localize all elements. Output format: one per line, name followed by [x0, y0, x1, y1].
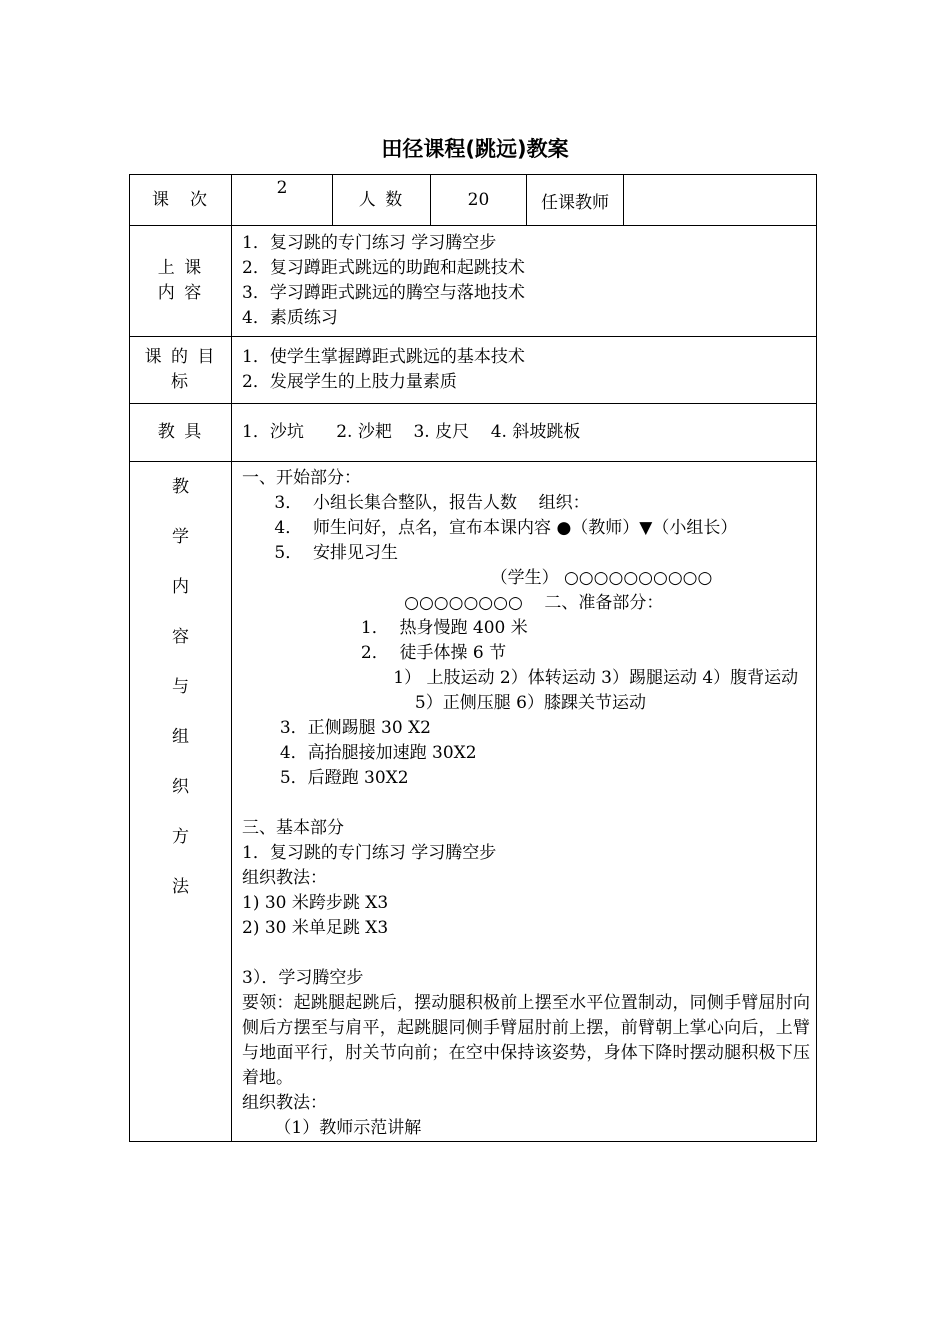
- method-line: 4． 师生问好，点名，宣布本课内容 ●（教师）▼（小组长）: [242, 518, 738, 538]
- method-line: 1） 上肢运动 2）体转运动 3）踢腿运动 4）腹背运动: [242, 668, 799, 688]
- count-value: 20: [431, 175, 527, 226]
- method-line: 4．高抬腿接加速跑 30X2: [242, 743, 477, 763]
- method-line: 3． 小组长集合整队，报告人数 组织：: [242, 493, 590, 513]
- method-label-char: 内: [172, 577, 189, 597]
- method-line: 2) 30 米单足跳 X3: [242, 918, 389, 938]
- method-label-char: 学: [172, 527, 189, 547]
- method-line: [242, 791, 810, 816]
- goal-label-line1: 课 的 目: [144, 347, 217, 367]
- count-label: 人 数: [333, 175, 431, 226]
- equipment-text: [232, 404, 817, 462]
- technique-paragraph: 要领：起跳腿起跳后，摆动腿积极前上摆至水平位置制动，同侧手臂屈肘向侧后方摆至与肩平，起跳腿同侧手臂屈肘前上摆，前臂朝上掌心向后，上臂与地面平行，肘关节向前；在空中保持该姿势，身体下降时摆动腿积极下压着地。: [242, 993, 810, 1088]
- method-line: 3．正侧踢腿 30 X2: [242, 718, 432, 738]
- document-title: 田径课程(跳远)教案: [381, 137, 569, 161]
- content-label: [130, 226, 232, 337]
- method-label-char: 法: [172, 877, 189, 897]
- method-label-char: 与: [172, 677, 189, 697]
- method-content: [232, 462, 817, 1142]
- content-item: 2．复习蹲距式跳远的助跑和起跳技术: [242, 258, 525, 278]
- method-line: ○○○○○○○○ 二、准备部分：: [242, 593, 664, 613]
- equipment-label: 教 具: [130, 404, 232, 462]
- method-line: 5）正侧压腿 6）膝踝关节运动: [242, 693, 646, 713]
- method-line: 5． 安排见习生: [242, 543, 399, 563]
- content-row: [130, 226, 817, 337]
- method-label-char: 容: [172, 627, 189, 647]
- equipment-list: 1．沙坑 2. 沙耙 3. 皮尺 4. 斜坡跳板: [242, 422, 581, 442]
- method-line: [242, 941, 810, 966]
- content-items: [232, 226, 817, 337]
- method-line: 5．后蹬跑 30X2: [242, 768, 409, 788]
- method-label-char: 织: [172, 777, 189, 797]
- header-row: [130, 175, 817, 226]
- goal-item: 1．使学生掌握蹲距式跳远的基本技术: [242, 347, 525, 367]
- teacher-label: 任课教师: [527, 175, 624, 226]
- method-label: [130, 462, 232, 1142]
- goal-row: [130, 337, 817, 404]
- teacher-value: [624, 175, 817, 226]
- content-item: 1．复习跳的专门练习 学习腾空步: [242, 233, 497, 253]
- method-label-char: 方: [172, 827, 189, 847]
- goal-label: [130, 337, 232, 404]
- goal-label-line2: 标: [171, 372, 190, 392]
- session-label: 课 次: [130, 175, 232, 226]
- method-row: [130, 462, 817, 1142]
- method-line: （1）教师示范讲解: [242, 1118, 422, 1138]
- method-line: 一、开始部分：: [242, 468, 361, 488]
- method-line: 2． 徒手体操 6 节: [242, 643, 507, 663]
- content-item: 3．学习蹲距式跳远的腾空与落地技术: [242, 283, 525, 303]
- content-item: 4．素质练习: [242, 308, 338, 328]
- method-line: 组织教法：: [242, 1093, 327, 1113]
- method-line: 1) 30 米跨步跳 X3: [242, 893, 389, 913]
- method-line: 1． 热身慢跑 400 米: [242, 618, 528, 638]
- method-label-char: 组: [172, 727, 189, 747]
- method-label-char: 教: [172, 477, 189, 497]
- method-line: 三、基本部分: [242, 818, 344, 838]
- method-line: 3）．学习腾空步: [242, 968, 364, 988]
- goal-items: [232, 337, 817, 404]
- content-label-line2: 内 容: [157, 283, 204, 303]
- method-line: 1．复习跳的专门练习 学习腾空步: [242, 843, 497, 863]
- method-line: 组织教法：: [242, 868, 327, 888]
- session-value: 2: [232, 175, 333, 226]
- method-line: （学生） ○○○○○○○○○○: [242, 568, 713, 588]
- lesson-plan-table: [129, 174, 817, 1142]
- goal-item: 2．发展学生的上肢力量素质: [242, 372, 457, 392]
- content-label-line1: 上 课: [157, 258, 204, 278]
- equipment-row: [130, 404, 817, 462]
